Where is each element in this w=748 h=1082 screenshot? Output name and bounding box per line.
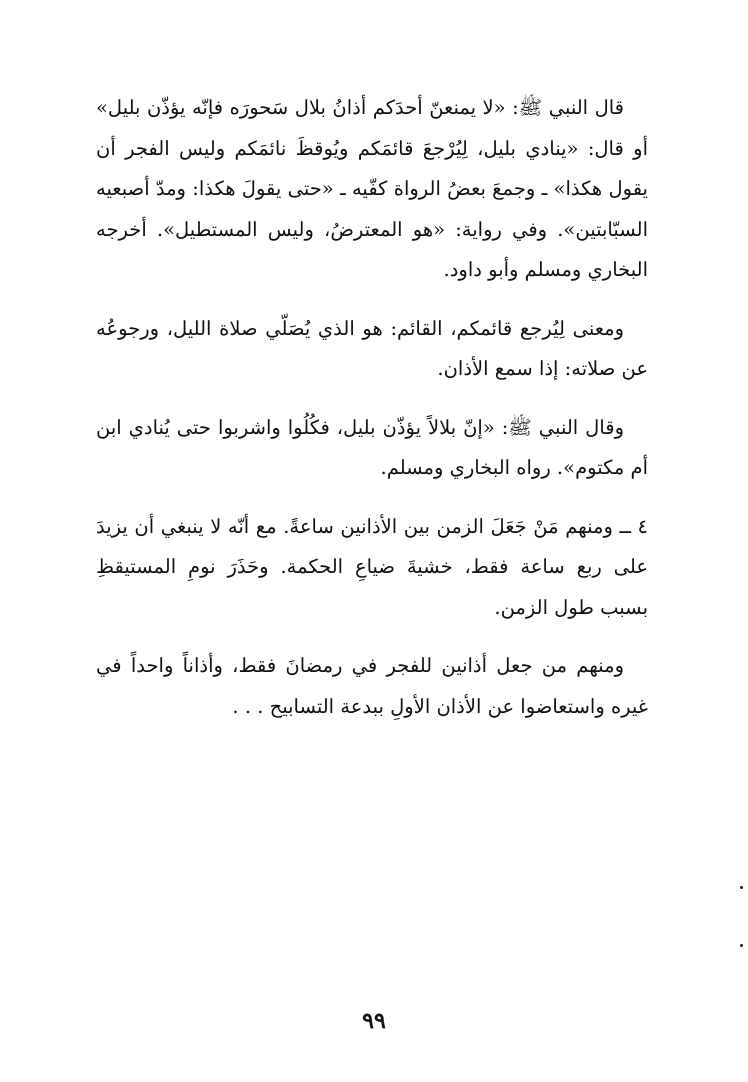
page-number: ٩٩ [362,1008,386,1034]
paragraph-meaning-of-qaim: ومعنى لِيُرجع قائمكم، القائم: هو الذي يُصَلّي صلاة الليل، ورجوعُه عن صلاته: إذا سمع الأذان. [96,316,648,380]
main-text [96,88,648,745]
paragraph-ramadan-adhan: ومنهم من جعل أذانين للفجر في رمضانَ فقط، وأذاناً واحداً في غيره واستعاضوا عن الأذان الأولِ ببدعة التسابيح . . . [96,654,648,718]
paragraph-hadith-ibn-umm-maktum: وقال النبي ﷺ: «إنّ بلالاً يؤذّن بليل، فكُلُوا واشربوا حتى يُنادي ابن أم مكتوم». رواه البخاري ومسلم. [96,415,648,479]
paragraph-point-4: ٤ ــ ومنهم مَنْ جَعَلَ الزمن بين الأذانين ساعةً. مع أنّه لا ينبغي أن يزيدَ على ربع ساعة فقط، خشيةَ ضياعِ الحكمة. وحَذَرَ نومِ المستيقظِ بسبب طول الزمن. [96,514,648,619]
margin-mark-upper [740,886,743,889]
paragraph-hadith-bilal: قال النبي ﷺ: «لا يمنعنّ أحدَكم أذانُ بلال سَحورَه فإنّه يؤذّن بليل» أو قال: «ينادي بليل، لِيُرْجعَ قائمَكم ويُوقظَ نائمَكم وليس الفجر أن يقول هكذا» ـ وجمعَ بعضُ الرواة كفّيه ـ «حتى يقولَ هكذا: ومدّ أصبعيه السبّابتين». وفي رواية: «هو المعترضُ، وليس المستطيل». أخرجه البخاري ومسلم وأبو داود. [96,96,648,281]
margin-mark-lower [740,944,743,947]
